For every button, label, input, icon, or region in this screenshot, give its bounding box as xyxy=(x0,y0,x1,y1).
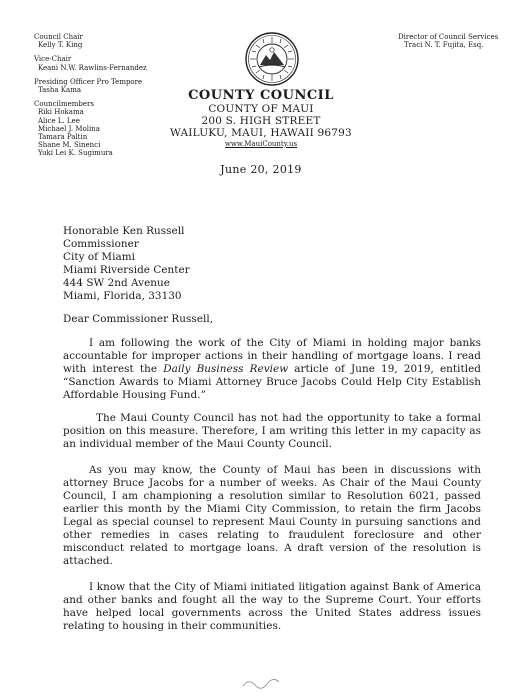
presiding-officer-title: Presiding Officer Pro Tempore xyxy=(34,77,143,86)
signature-mark xyxy=(241,676,281,692)
letterhead-council: COUNTY COUNCIL xyxy=(188,88,334,103)
presiding-officer-name: Tasha Kama xyxy=(38,86,82,95)
councilmember-name: Alice L. Lee xyxy=(38,116,80,125)
councilmember-name: Shane M. Sinenci xyxy=(38,141,101,150)
paragraph-2: The Maui County Council has not had the opportunity to take a formal position on this measure. Therefore, I am writing this letter in my capacity as an individual member of the Maui County Council. xyxy=(63,412,481,450)
paragraph-1 xyxy=(63,337,481,402)
paragraph-3: As you may know, the County of Maui has been in discussions with attorney Bruce Jacobs for a number of weeks. As Chair of the Maui County Council, I am championing a resolution similar to Resolution 6021, passed earlier this month by the Miami City Commission, to retain the firm Jacobs Legal as special counsel to represent Maui County in pursuing sanctions and other remedies in cases relating to fraudulent foreclosure and other misconduct related to mortgage loans. A draft version of the resolution is attached. xyxy=(63,464,481,567)
chair-title: Council Chair xyxy=(34,33,83,41)
vice-chair-title: Vice-Chair xyxy=(34,55,72,64)
councilmember-name: Tamara Paltin xyxy=(38,133,88,142)
recipient-name: Honorable Ken Russell xyxy=(63,225,185,237)
recipient-city: Miami, Florida, 33130 xyxy=(63,290,182,302)
recipient-address xyxy=(63,225,190,303)
letterhead-street: 200 S. HIGH STREET xyxy=(201,115,321,127)
chair-name: Kelly T. King xyxy=(38,41,83,50)
recipient-org: City of Miami xyxy=(63,251,136,263)
county-seal-icon xyxy=(244,31,300,87)
councilmembers-title: Councilmembers xyxy=(34,100,94,109)
councilmember-name: Michael J. Molina xyxy=(38,124,100,133)
recipient-building: Miami Riverside Center xyxy=(63,264,190,276)
director-title: Director of Council Services xyxy=(398,33,499,41)
recipient-street: 444 SW 2nd Avenue xyxy=(63,277,170,289)
paragraph-1-text-b: article of June 19, 2019, entitled “Sanction Awards to Miami Attorney Bruce Jacobs Could Help City Establish Affordable Housing Fund.” xyxy=(63,363,482,401)
salutation: Dear Commissioner Russell, xyxy=(63,313,214,325)
paragraph-1-text-a: I am following the work of the City of Miami in holding major banks accountable for improper actions in their handling of mortgage loans. I read with interest the xyxy=(63,337,481,375)
vice-chair-block xyxy=(34,55,204,71)
letterhead-website-link[interactable]: www.MauiCounty.us xyxy=(224,140,298,148)
chair-block xyxy=(34,33,204,49)
recipient-title: Commissioner xyxy=(63,238,139,250)
councilmember-name: Riki Hokama xyxy=(38,108,84,117)
council-services-block xyxy=(398,33,516,49)
vice-chair-name: Keani N.W. Rawlins-Fernandez xyxy=(38,63,147,72)
director-name: Traci N. T. Fujita, Esq. xyxy=(404,41,484,50)
councilmember-name: Yuki Lei K. Sugimura xyxy=(38,149,113,158)
paragraph-4: I know that the City of Miami initiated litigation against Bank of America and other banks and fought all the way to the Supreme Court. Your efforts have helped local governments across the United States address issues relating to housing in their communities. xyxy=(63,581,481,632)
publication-title: Daily Business Review xyxy=(163,363,289,375)
letterhead-county: COUNTY OF MAUI xyxy=(208,103,314,115)
letter-date: June 20, 2019 xyxy=(220,163,302,176)
letterhead-city: WAILUKU, MAUI, HAWAII 96793 xyxy=(170,127,352,139)
